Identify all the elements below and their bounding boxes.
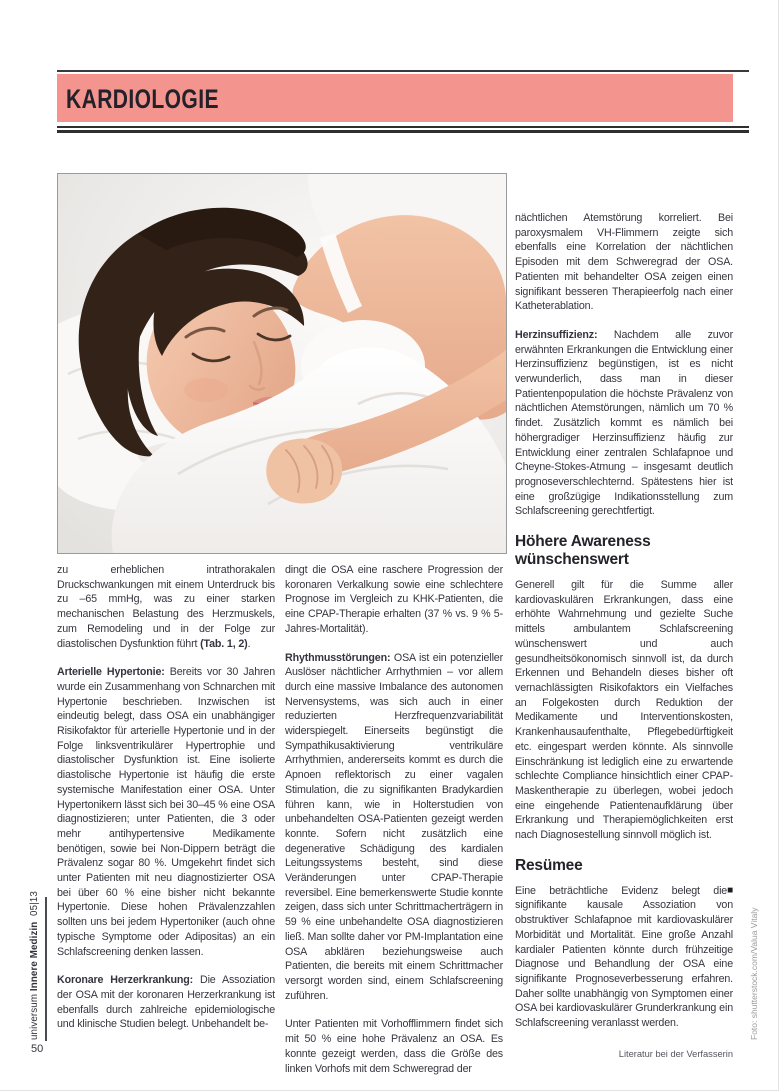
literature-note: Literatur bei der Verfasserin (618, 1048, 733, 1059)
sidebar-vertical-rule (45, 897, 47, 1041)
table-reference: (Tab. 1, 2) (200, 637, 248, 650)
paragraph-text: nächtlichen Atemstörung korreliert. Bei paroxysmalem VH-Flimmern zeigte sich ebenfalls eine Korrelation der nächtlichen Episoden mit dem Schweregrad der OSA. Patienten mit behandelter OSA zeigen einen signifikant besseren Therapieerfolg nach einer Katheterablation. (515, 212, 733, 313)
section-title: KARDIOLOGIE (66, 84, 219, 114)
sleeping-woman-photo (57, 173, 507, 554)
paragraph-text: OSA ist ein potenzieller Auslöser nächtlicher Arrhythmien – vor allem durch eine massive Imbalance des autonomen Nervensystems, was sich auch in einer reduzierten Herzfrequenzvariabilität widerspiegelt. Einerseits begünstigt die Sympathikusaktivierung ventrikuläre Arrhythmien, andererseits kommt es durch die Apnoen reflektorisch zu einer vagalen Stimulation, die zu signifikanten Bradykardien führen kann, wie in Holterstudien von unbehandelten OSA-Patienten gezeigt werden konnte. Sofern nicht zusätzlich eine degenerative Schädigung des kardialen Leitungssystems besteht, sind diese Veränderungen unter CPAP-Therapie reversibel. Eine bemerkenswerte Studie konnte zeigen, dass sich unter Schrittmacherträgern in 59 % eine unbehandelte OSA diagnostizieren ließ. Man sollte daher vor PM-Implantation eine OSA abklären beziehungsweise auch Patienten, die bereits mit einem Schrittmacher versorgt worden sind, einem Schlafscreening zuführen. (285, 651, 503, 1002)
run-in-heading: Arterielle Hypertonie: (57, 666, 165, 679)
paragraph (285, 651, 503, 1004)
paragraph (285, 1017, 503, 1076)
paragraph-text: . (247, 637, 251, 650)
paragraph-text: Eine beträchtliche Evidenz belegt die signifikante kausale Assoziation von obstruktiver Schlafapnoe mit kardiovaskulärer Morbidität und Mortalität. Eine große Anzahl kardialer Patienten könnte durch frühzeitige Diagnose und Behandlung der OSA eine signifikante Prognoseverbesserung erfahren. Daher sollte unabhängig von Symptomen einer OSA bei kardiovaskulärer Grunderkrankung ein Schlafscreening veranlasst werden. (515, 884, 733, 1030)
paragraph (515, 211, 733, 314)
paragraph-text: zu erheblichen intrathorakalen Druckschwankungen mit einem Unterdruck bis zu –65 mmHg, was zu einer starken mechanischen Belastung des Herzmuskels, zum Remodeling und in der Folge zur diastolischen Dysfunktion führt (57, 564, 275, 650)
article-column-3 (515, 211, 733, 1061)
header-double-rule-upper (57, 126, 749, 128)
section-banner (57, 74, 733, 122)
run-in-heading: Rhythmusstörungen: (285, 651, 391, 664)
journal-name-regular: universum (29, 993, 40, 1040)
run-in-heading: Herzinsuffizienz: (515, 328, 598, 341)
section-subheading: Resümee (515, 856, 583, 874)
sleeping-woman-illustration (58, 174, 506, 553)
article-column-2 (285, 563, 503, 1076)
paragraph (285, 563, 503, 637)
paragraph-text: Die Assoziation der OSA mit der koronaren Herzerkrankung ist ebenfalls durch zahlreiche epidemiologische und klinische Studien belegt. Unbehandelt be- (57, 974, 276, 1031)
paragraph-text: Unter Patienten mit Vorhofflimmern findet sich mit 50 % eine hohe Prävalenz an OSA. Es konnte gezeigt werden, dass die Größe des linken Vorhofs mit dem Schweregrad der (285, 1018, 503, 1075)
journal-title-vertical (29, 891, 40, 1040)
article-column-1 (57, 563, 275, 1032)
header-top-rule (57, 70, 749, 72)
end-of-article-mark: ■ (727, 884, 733, 896)
paragraph (57, 563, 275, 651)
journal-issue: 05|13 (29, 891, 40, 916)
paragraph-text: dingt die OSA eine raschere Progression der koronaren Verkalkung sowie eine schlechtere Prognose im Vergleich zu KHK-Patienten, die eine CPAP-Therapie erhalten (37 % vs. 9 % 5-Jahres-Mortalität). (285, 564, 503, 635)
paragraph (515, 578, 733, 843)
run-in-heading: Koronare Herzerkrankung: (57, 974, 193, 987)
photo-credit: Foto: shutterstock.com/Valua Vitaly (749, 907, 759, 1040)
paragraph (515, 328, 733, 519)
paragraph (57, 665, 275, 959)
page-number: 50 (31, 1043, 44, 1055)
paragraph-text: Generell gilt für die Summe aller kardiovaskulären Erkrankungen, dass eine erhöhte Wahrnehmung und gezielte Suche mittels ambulantem Schlafscreening wünschenswert und auch gesundheitsökonomisch sinnvoll ist, da durch Erkennen und Behandeln dieses bisher oft vernachlässigten Risikofaktors ein Vielfaches an Folgekosten durch Reduktion der Medikamente und Interventionskosten, Krankenhausaufenthalte, Pflegebedürftigkeit etc. eingespart werden könnte. Als sinnvolle Einschränkung ist lediglich eine zu erwartende schlechte Compliance hinsichtlich einer CPAP-Maskentherapie zu überlegen, wobei jedoch eine eingehende Patientenaufklärung über Erkrankung und Therapiemöglichkeiten erst nach Diagnosestellung sinnvoll möglich ist. (515, 579, 733, 842)
paragraph-text: Nachdem alle zuvor erwähnten Erkrankungen die Entwicklung einer Herzinsuffizienz begünstigen, ist es nicht verwunderlich, dass man in dieser Patientenpopulation die höchste Prävalenz von nächtlichen Atemstörungen, nämlich um 70 % findet. Zusätzlich kommt es nämlich bei höhergradiger Herzinsuffizienz häufig zur Entwicklung einer zentralen Schlafapnoe und Cheyne-Stokes-Atmung – insgesamt deutlich prognoseverschlechternd. Spätestens hier ist eine großzügige Indikationsstellung zum Schlafscreening gerechtfertigt. (515, 328, 733, 518)
header-double-rule-lower (57, 130, 749, 133)
paragraph (57, 973, 275, 1032)
journal-name-bold: Innere Medizin (29, 921, 40, 992)
section-subheading: Höhere Awareness wünschenswert (515, 533, 651, 569)
paragraph (515, 884, 733, 1031)
paragraph-text: Bereits vor 30 Jahren wurde ein Zusammenhang von Schnarchen mit Hypertonie beschrieben. Inzwischen ist eindeutig belegt, dass OSA ein unabhängiger Risikofaktor für arterielle Hypertonie und in der Folge linksventrikulärer Hypertrophie und diastolischer Dysfunktion ist. Eine isolierte diastolische Hypertonie ist häufig die erste systemische Manifestation einer OSA. Unter Hypertonikern lässt sich bei 30–45 % eine OSA diagnostizieren; unter Patienten, die 3 oder mehr antihypertensive Medikamente benötigen, sowie bei Non-Dippern beträgt die Prävalenz sogar 80 %. Umgekehrt findet sich unter Patienten mit neu diagnostizierter OSA bei über 60 % eine bisher nicht bekannte Hypertonie. Diese hohen Prävalenzzahlen sollten uns bei jedem Hypertoniker (auch ohne typische Symptome oder Adipositas) an ein Schlafscreening denken lassen. (57, 666, 275, 958)
